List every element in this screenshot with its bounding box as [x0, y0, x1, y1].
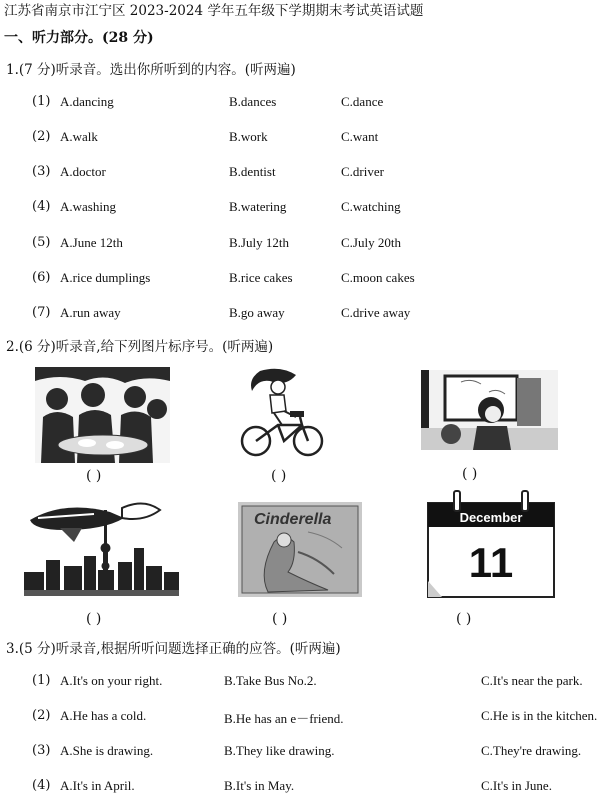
option-a[interactable]: A.He has a cold. — [60, 708, 147, 723]
option-c[interactable]: C.drive away — [341, 305, 411, 320]
option-c[interactable]: C.They're drawing. — [481, 743, 582, 758]
option-b[interactable]: B.dances — [229, 94, 277, 109]
option-b[interactable]: B.They like drawing. — [224, 743, 335, 758]
option-b[interactable]: B.July 12th — [229, 235, 289, 250]
option-a[interactable]: A.It's in April. — [60, 778, 135, 793]
item-number: (1) — [32, 94, 51, 109]
option-b[interactable]: B.It's in May. — [224, 778, 295, 793]
option-b[interactable]: B.rice cakes — [229, 270, 293, 285]
item-number: (3) — [32, 743, 51, 758]
option-a[interactable]: A.walk — [60, 129, 98, 144]
section-heading: 一、听力部分。(28 分) — [4, 30, 154, 46]
question-1-heading: 1.(7 分)听录音。选出你所听到的内容。(听两遍) — [6, 62, 296, 78]
item-number: (2) — [32, 129, 51, 144]
city-skyline-picture — [24, 500, 179, 596]
answer-blank[interactable]: ( ) — [462, 466, 478, 482]
girl-riding-bike-picture — [240, 367, 325, 459]
option-a[interactable]: A.dancing — [60, 94, 114, 109]
item-number: (2) — [32, 708, 51, 723]
option-b[interactable]: B.He has an e－friend. — [224, 711, 344, 726]
option-a[interactable]: A.June 12th — [60, 235, 123, 250]
question-2-heading: 2.(6 分)听录音,给下列图片标序号。(听两遍) — [6, 339, 274, 355]
item-number: (7) — [32, 305, 51, 320]
answer-blank[interactable]: ( ) — [271, 468, 287, 484]
item-number: (1) — [32, 673, 51, 688]
option-c[interactable]: C.driver — [341, 164, 384, 179]
book-title: Cinderella — [254, 511, 332, 528]
item-number: (4) — [32, 778, 51, 793]
option-c[interactable]: C.watching — [341, 199, 401, 214]
option-c[interactable]: C.July 20th — [341, 235, 401, 250]
item-number: (6) — [32, 270, 51, 285]
option-c[interactable]: C.He is in the kitchen. — [481, 708, 598, 723]
option-a[interactable]: A.rice dumplings — [60, 270, 151, 285]
item-number: (5) — [32, 235, 51, 250]
cinderella-book-picture — [238, 502, 362, 597]
exam-title: 江苏省南京市江宁区 2023-2024 学年五年级下学期期末考试英语试题 — [4, 3, 424, 19]
option-b[interactable]: B.watering — [229, 199, 287, 214]
option-b[interactable]: B.work — [229, 129, 268, 144]
option-a[interactable]: A.It's on your right. — [60, 673, 163, 688]
people-eating-picture — [35, 367, 170, 463]
calendar-picture — [426, 489, 556, 599]
option-b[interactable]: B.dentist — [229, 164, 276, 179]
item-number: (3) — [32, 164, 51, 179]
answer-blank[interactable]: ( ) — [272, 611, 288, 627]
option-a[interactable]: A.washing — [60, 199, 116, 214]
option-a[interactable]: A.She is drawing. — [60, 743, 154, 758]
option-c[interactable]: C.It's in June. — [481, 778, 552, 793]
answer-blank[interactable]: ( ) — [86, 611, 102, 627]
answer-blank[interactable]: ( ) — [86, 468, 102, 484]
option-b[interactable]: B.go away — [229, 305, 285, 320]
question-3-heading: 3.(5 分)听录音,根据所听问题选择正确的应答。(听两遍) — [6, 641, 341, 657]
item-number: (4) — [32, 199, 51, 214]
option-b[interactable]: B.Take Bus No.2. — [224, 673, 317, 688]
option-c[interactable]: C.want — [341, 129, 379, 144]
option-c[interactable]: C.moon cakes — [341, 270, 415, 285]
girl-at-window-picture — [421, 370, 558, 450]
option-c[interactable]: C.It's near the park. — [481, 673, 583, 688]
option-a[interactable]: A.run away — [60, 305, 121, 320]
calendar-month: December — [459, 510, 523, 525]
calendar-day: 11 — [468, 539, 514, 586]
option-c[interactable]: C.dance — [341, 94, 384, 109]
option-a[interactable]: A.doctor — [60, 164, 106, 179]
answer-blank[interactable]: ( ) — [456, 611, 472, 627]
